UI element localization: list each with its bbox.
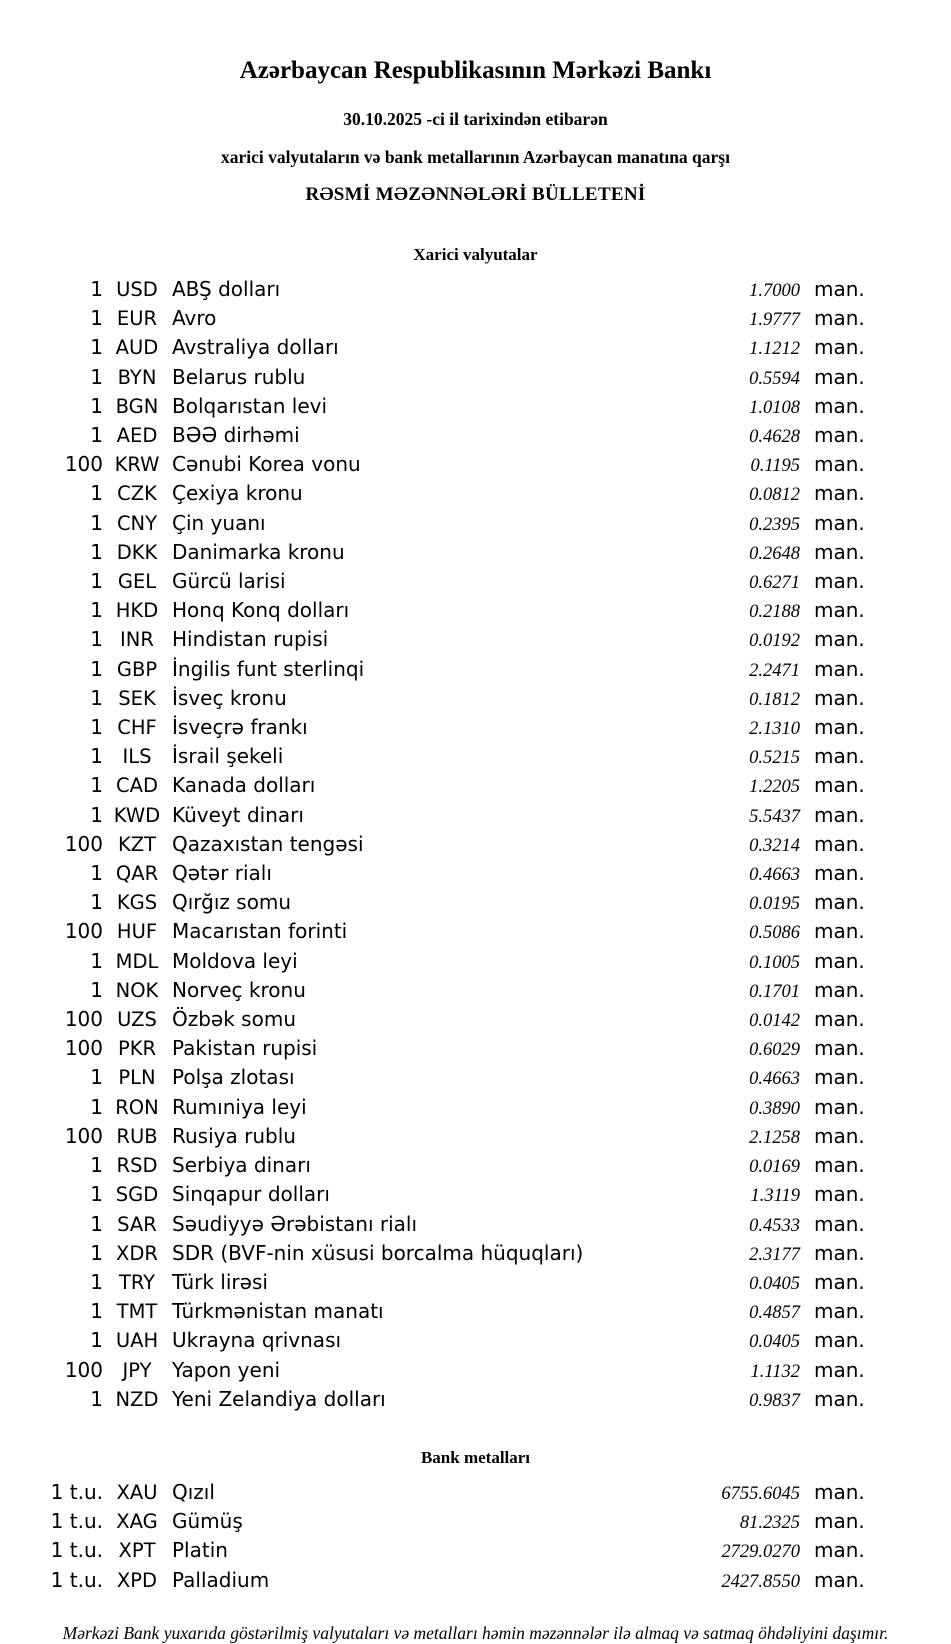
currency-code: HKD [115, 599, 159, 623]
quantity-value: 1 [90, 423, 103, 448]
rate-value: 0.4533 [749, 1215, 800, 1236]
currency-name: Cənubi Korea vonu [172, 452, 361, 477]
quantity-value: 1 [90, 802, 103, 827]
rate-row [0, 1123, 951, 1152]
rate-row [0, 1035, 951, 1064]
rate-value: 2729.0270 [721, 1542, 800, 1563]
quantity-value: 100 [64, 1036, 103, 1061]
manat-unit-label: man. [814, 1357, 865, 1382]
quantity-value: 1 [90, 1094, 103, 1119]
currency-code: KRW [114, 453, 160, 477]
rate-row [0, 305, 951, 334]
manat-unit-label: man. [814, 1538, 865, 1563]
currency-code: CHF [117, 716, 157, 740]
currency-code: KGS [116, 891, 158, 915]
rate-value: 2.1258 [749, 1127, 800, 1148]
quantity-value: 1 [90, 1240, 103, 1265]
currency-code: RUB [116, 1124, 158, 1148]
quantity-value: 100 [64, 1007, 103, 1032]
rate-value: 0.4857 [749, 1303, 800, 1324]
currency-code: QAR [115, 862, 159, 886]
manat-unit-label: man. [814, 1269, 865, 1294]
rate-value: 0.2395 [749, 514, 800, 535]
rate-row [0, 626, 951, 655]
rate-row [0, 831, 951, 860]
rate-row [0, 1094, 951, 1123]
manat-unit-label: man. [814, 598, 865, 623]
currency-code: UZS [117, 1008, 157, 1032]
quantity-value: 1 [90, 1299, 103, 1324]
rate-value: 0.1701 [749, 981, 800, 1002]
manat-unit-label: man. [814, 335, 865, 360]
manat-unit-label: man. [814, 569, 865, 594]
currency-code: DKK [116, 540, 158, 564]
quantity-value: 1 [90, 1386, 103, 1411]
currency-name: Avstraliya dolları [172, 335, 339, 360]
quantity-value: 1 t.u. [50, 1567, 103, 1592]
rate-row [0, 685, 951, 714]
currency-name: Küveyt dinarı [172, 802, 304, 827]
quantity-value: 100 [64, 831, 103, 856]
quantity-value: 1 [90, 1182, 103, 1207]
rate-row [0, 1298, 951, 1327]
quantity-value: 1 [90, 656, 103, 681]
rate-value: 0.1005 [749, 952, 800, 973]
currency-name: Gümüş [172, 1509, 243, 1534]
currency-code: TRY [118, 1270, 156, 1294]
manat-unit-label: man. [814, 481, 865, 506]
currency-name: İsrail şekeli [172, 744, 284, 769]
manat-unit-label: man. [814, 831, 865, 856]
quantity-value: 1 [90, 569, 103, 594]
rate-row [0, 1152, 951, 1181]
manat-unit-label: man. [814, 1479, 865, 1504]
currency-name: İsveçrə frankı [172, 715, 308, 740]
currency-code: BGN [115, 394, 159, 418]
rate-row [0, 918, 951, 947]
currency-code: USD [116, 278, 158, 301]
manat-unit-label: man. [814, 277, 865, 301]
manat-unit-label: man. [814, 1328, 865, 1353]
currency-code: NOK [115, 978, 159, 1002]
currency-name: BƏƏ dirhəmi [172, 423, 300, 448]
rate-value: 1.2205 [749, 777, 800, 798]
rate-row [0, 1181, 951, 1210]
rate-value: 1.1212 [749, 339, 800, 360]
currency-code: CAD [116, 774, 158, 798]
quantity-value: 1 [90, 627, 103, 652]
rate-row [0, 510, 951, 539]
quantity-value: 1 [90, 1328, 103, 1353]
rate-value: 1.3119 [750, 1186, 800, 1207]
rate-value: 5.5437 [749, 806, 800, 827]
currency-name: Palladium [172, 1567, 270, 1592]
currency-code: BYN [117, 365, 157, 389]
currency-name: Rusiya rublu [172, 1123, 296, 1148]
quantity-value: 1 [90, 510, 103, 535]
currency-code: NZD [115, 1387, 159, 1411]
rate-value: 0.5594 [749, 368, 800, 389]
rate-row [0, 1508, 951, 1537]
rate-value: 0.4663 [749, 865, 800, 886]
currency-code: GBP [116, 657, 158, 681]
currency-name: Moldova leyi [172, 948, 298, 973]
quantity-value: 1 [90, 393, 103, 418]
manat-unit-label: man. [814, 773, 865, 798]
currency-code: RSD [116, 1154, 158, 1178]
rate-row [0, 714, 951, 743]
currency-code: MDL [115, 949, 159, 973]
currency-name: SDR (BVF-nin xüsusi borcalma hüquqları) [172, 1240, 584, 1265]
currency-name: Honq Konq dolları [172, 598, 350, 623]
currency-name: Türkmənistan manatı [172, 1299, 384, 1324]
quantity-value: 1 [90, 1211, 103, 1236]
rate-value: 1.7000 [749, 281, 800, 301]
quantity-value: 1 [90, 1065, 103, 1090]
manat-unit-label: man. [814, 1182, 865, 1207]
manat-unit-label: man. [814, 890, 865, 915]
currency-name: Yapon yeni [172, 1357, 281, 1382]
manat-unit-label: man. [814, 539, 865, 564]
currency-code: AED [116, 424, 158, 448]
currency-name: Rumıniya leyi [172, 1094, 307, 1119]
metals-section-title: Bank metalları [420, 1447, 531, 1467]
bulletin-title: RƏSMİ MƏZƏNNƏLƏRİ BÜLLETENİ [305, 184, 646, 205]
rate-value: 0.0142 [749, 1011, 800, 1032]
rate-row [0, 1537, 951, 1566]
currency-code: SEK [118, 686, 156, 710]
bank-title: Azərbaycan Respublikasının Mərkəzi Bankı [239, 57, 712, 84]
quantity-value: 1 t.u. [50, 1509, 103, 1534]
manat-unit-label: man. [814, 1123, 865, 1148]
manat-unit-label: man. [814, 306, 865, 331]
manat-unit-label: man. [814, 977, 865, 1002]
currency-code: UAH [115, 1329, 159, 1353]
rate-row [0, 1567, 951, 1596]
rate-value: 0.6029 [749, 1040, 800, 1061]
rate-row [0, 1327, 951, 1356]
currency-code: SAR [117, 1212, 157, 1236]
currency-name: Səudiyyə Ərəbistanı rialı [172, 1211, 418, 1236]
rate-value: 0.0192 [749, 631, 800, 652]
rate-value: 0.3890 [749, 1098, 800, 1119]
currency-code: PKR [117, 1037, 157, 1061]
rate-row [0, 276, 951, 305]
manat-unit-label: man. [814, 510, 865, 535]
currency-code: RON [115, 1095, 159, 1119]
quantity-value: 1 [90, 861, 103, 886]
rate-value: 0.0405 [749, 1273, 800, 1294]
rate-value: 2.1310 [749, 719, 800, 740]
rate-value: 0.3214 [749, 835, 800, 856]
rate-row [0, 1386, 951, 1415]
rate-row [0, 568, 951, 597]
manat-unit-label: man. [814, 1153, 865, 1178]
quantity-value: 1 [90, 277, 103, 301]
metals-table [0, 1479, 951, 1596]
manat-unit-label: man. [814, 1007, 865, 1032]
rate-value: 0.0195 [749, 894, 800, 915]
currency-name: Çexiya kronu [172, 481, 303, 506]
manat-unit-label: man. [814, 685, 865, 710]
currency-name: Yeni Zelandiya dolları [172, 1386, 386, 1411]
currency-name: Gürcü larisi [172, 569, 286, 594]
rate-value: 0.0405 [749, 1332, 800, 1353]
currency-code: XAG [116, 1510, 158, 1534]
currency-name: Platin [172, 1538, 228, 1563]
rate-row [0, 393, 951, 422]
currency-name: Belarus rublu [172, 364, 306, 389]
rate-row [0, 1006, 951, 1035]
currency-code: XAU [116, 1480, 158, 1504]
manat-unit-label: man. [814, 423, 865, 448]
currency-name: Bolqarıstan levi [172, 393, 328, 418]
currency-name: Norveç kronu [172, 977, 306, 1002]
quantity-value: 1 [90, 685, 103, 710]
rate-row [0, 860, 951, 889]
manat-unit-label: man. [814, 802, 865, 827]
currency-code: SGD [115, 1183, 159, 1207]
rate-row [0, 480, 951, 509]
currency-code: XPT [118, 1539, 156, 1563]
currency-code: CZK [117, 482, 157, 506]
rate-row [0, 451, 951, 480]
footer-note: Mərkəzi Bank yuxarıda göstərilmiş valyutaları və metalları həmin məzənnələr ilə almaq və satmaq öhdəliyini daşımır. [62, 1622, 889, 1643]
currency-name: Qızıl [172, 1479, 215, 1504]
rate-value: 2.2471 [749, 660, 800, 681]
rate-value: 0.6271 [749, 573, 800, 594]
manat-unit-label: man. [814, 1567, 865, 1592]
currency-code: ILS [122, 745, 152, 769]
rate-row [0, 1064, 951, 1093]
rate-value: 0.1195 [750, 456, 800, 477]
manat-unit-label: man. [814, 715, 865, 740]
currencies-section-title: Xarici valyutalar [413, 245, 538, 264]
currency-name: Sinqapur dolları [172, 1182, 330, 1207]
currency-code: HUF [116, 920, 158, 944]
rate-value: 0.0169 [749, 1157, 800, 1178]
currency-name: Qazaxıstan tengəsi [172, 831, 364, 856]
rate-row [0, 422, 951, 451]
date-line: 30.10.2025 -ci il tarixindən etibarən [343, 109, 608, 129]
manat-unit-label: man. [814, 656, 865, 681]
currency-name: Avro [172, 306, 217, 331]
rate-value: 0.4663 [749, 1069, 800, 1090]
manat-unit-label: man. [814, 1211, 865, 1236]
rate-row [0, 1479, 951, 1508]
quantity-value: 1 [90, 744, 103, 769]
quantity-value: 1 [90, 977, 103, 1002]
bulletin-header [0, 57, 951, 206]
currency-name: İsveç kronu [172, 685, 287, 710]
quantity-value: 1 [90, 306, 103, 331]
currency-code: INR [120, 628, 154, 652]
rate-value: 0.0812 [749, 485, 800, 506]
rate-value: 1.1132 [750, 1361, 800, 1382]
rate-value: 1.0108 [749, 397, 800, 418]
rate-value: 0.2648 [749, 543, 800, 564]
currency-code: XDR [116, 1241, 158, 1265]
currency-name: ABŞ dolları [172, 277, 281, 301]
currency-code: TMT [116, 1300, 158, 1324]
manat-unit-label: man. [814, 393, 865, 418]
rate-row [0, 597, 951, 626]
quantity-value: 100 [64, 452, 103, 477]
quantity-value: 1 [90, 539, 103, 564]
quantity-value: 1 [90, 948, 103, 973]
currency-name: Kanada dolları [172, 773, 316, 798]
currency-code: GEL [117, 570, 157, 594]
currency-code: PLN [118, 1066, 156, 1090]
rate-value: 0.5086 [749, 923, 800, 944]
rate-row [0, 1211, 951, 1240]
currency-name: Qətər rialı [172, 861, 272, 886]
rate-value: 2.3177 [749, 1244, 800, 1265]
quantity-value: 1 [90, 598, 103, 623]
rate-row [0, 889, 951, 918]
rate-row [0, 948, 951, 977]
currency-name: Danimarka kronu [172, 539, 345, 564]
subtitle-line: xarici valyutaların və bank metallarının Azərbaycan manatına qarşı [221, 147, 730, 167]
quantity-value: 1 [90, 335, 103, 360]
currency-code: XPD [116, 1568, 158, 1592]
quantity-value: 1 [90, 1269, 103, 1294]
manat-unit-label: man. [814, 1509, 865, 1534]
rate-value: 0.9837 [749, 1390, 800, 1411]
manat-unit-label: man. [814, 364, 865, 389]
rate-value: 6755.6045 [721, 1483, 800, 1504]
quantity-value: 1 [90, 715, 103, 740]
quantity-value: 1 [90, 773, 103, 798]
quantity-value: 1 [90, 364, 103, 389]
rate-row [0, 802, 951, 831]
rate-value: 0.5215 [749, 748, 800, 769]
currency-name: Polşa zlotası [172, 1065, 295, 1090]
manat-unit-label: man. [814, 1036, 865, 1061]
rate-row [0, 1240, 951, 1269]
rate-value: 0.1812 [749, 689, 800, 710]
currency-code: EUR [116, 307, 158, 331]
manat-unit-label: man. [814, 948, 865, 973]
manat-unit-label: man. [814, 1094, 865, 1119]
quantity-value: 1 [90, 481, 103, 506]
currency-code: CNY [116, 511, 158, 535]
quantity-value: 1 t.u. [50, 1538, 103, 1563]
rate-row [0, 1269, 951, 1298]
manat-unit-label: man. [814, 919, 865, 944]
manat-unit-label: man. [814, 744, 865, 769]
rate-row [0, 334, 951, 363]
currency-code: KZT [117, 832, 157, 856]
rate-row [0, 539, 951, 568]
rate-value: 1.9777 [749, 310, 800, 331]
currency-name: Serbiya dinarı [172, 1153, 311, 1178]
manat-unit-label: man. [814, 1386, 865, 1411]
rate-value: 2427.8550 [721, 1571, 800, 1592]
currency-name: İngilis funt sterlinqi [172, 656, 365, 681]
currency-name: Özbək somu [172, 1007, 296, 1032]
quantity-value: 100 [64, 1123, 103, 1148]
manat-unit-label: man. [814, 1299, 865, 1324]
manat-unit-label: man. [814, 861, 865, 886]
rate-row [0, 1357, 951, 1386]
currency-name: Qırğız somu [172, 890, 292, 915]
currency-name: Hindistan rupisi [172, 627, 329, 652]
quantity-value: 100 [64, 1357, 103, 1382]
quantity-value: 1 [90, 1153, 103, 1178]
currency-name: Türk lirəsi [172, 1269, 268, 1294]
rate-value: 0.2188 [749, 602, 800, 623]
currency-code: KWD [113, 803, 161, 827]
currency-name: Pakistan rupisi [172, 1036, 318, 1061]
currency-code: JPY [122, 1358, 152, 1382]
rate-row [0, 656, 951, 685]
quantity-value: 1 t.u. [50, 1479, 103, 1504]
manat-unit-label: man. [814, 1065, 865, 1090]
currency-name: Ukrayna qrivnası [172, 1328, 342, 1353]
currency-code: AUD [115, 336, 159, 360]
rate-row [0, 772, 951, 801]
rate-row [0, 743, 951, 772]
currency-table [0, 276, 951, 1415]
currency-name: Çin yuanı [172, 510, 266, 535]
rate-row [0, 977, 951, 1006]
manat-unit-label: man. [814, 627, 865, 652]
rate-value: 81.2325 [739, 1513, 800, 1534]
quantity-value: 1 [90, 890, 103, 915]
manat-unit-label: man. [814, 452, 865, 477]
currency-name: Macarıstan forinti [172, 919, 348, 944]
quantity-value: 100 [64, 919, 103, 944]
rate-row [0, 364, 951, 393]
rate-value: 0.4628 [749, 427, 800, 448]
manat-unit-label: man. [814, 1240, 865, 1265]
